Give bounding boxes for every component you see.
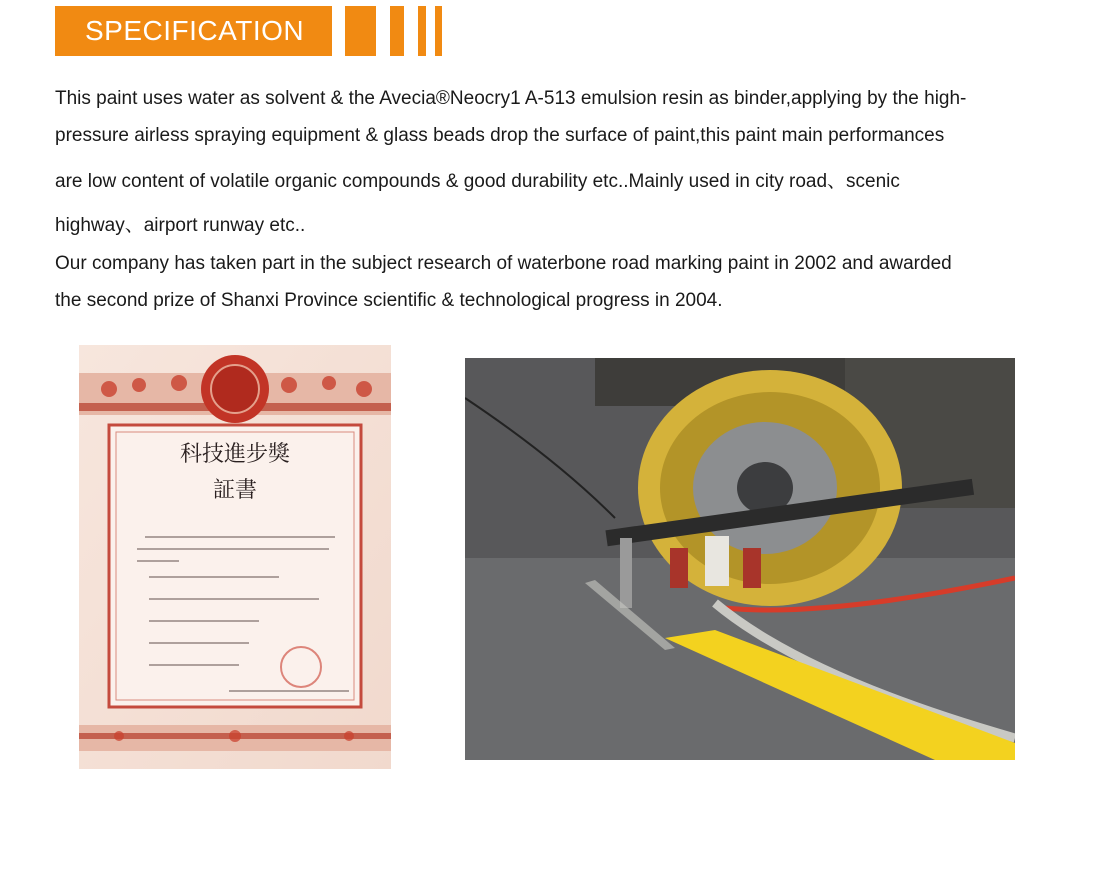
certificate-title: 科技進步獎 xyxy=(179,442,291,467)
road-marking-machine-photo xyxy=(465,358,1015,760)
description-line: This paint uses water as solvent & the Avecia®Neocry1 A-513 emulsion resin as binder,applying by the high- xyxy=(55,88,967,109)
description-line: pressure airless spraying equipment & glass beads drop the surface of paint,this paint main performances xyxy=(55,125,945,146)
description-line: highway、airport runway etc.. xyxy=(55,215,306,236)
section-title: SPECIFICATION xyxy=(85,15,305,46)
section-heading xyxy=(55,6,332,56)
description-line: are low content of volatile organic compounds & good durability etc..Mainly used in city road、scenic xyxy=(55,171,900,192)
award-line: Our company has taken part in the subject research of waterbone road marking paint in 2002 and awarded xyxy=(55,253,952,274)
award-certificate-image xyxy=(79,345,391,769)
award-line: the second prize of Shanxi Province scientific & technological progress in 2004. xyxy=(55,290,723,311)
certificate-subtitle: 証書 xyxy=(212,478,258,503)
